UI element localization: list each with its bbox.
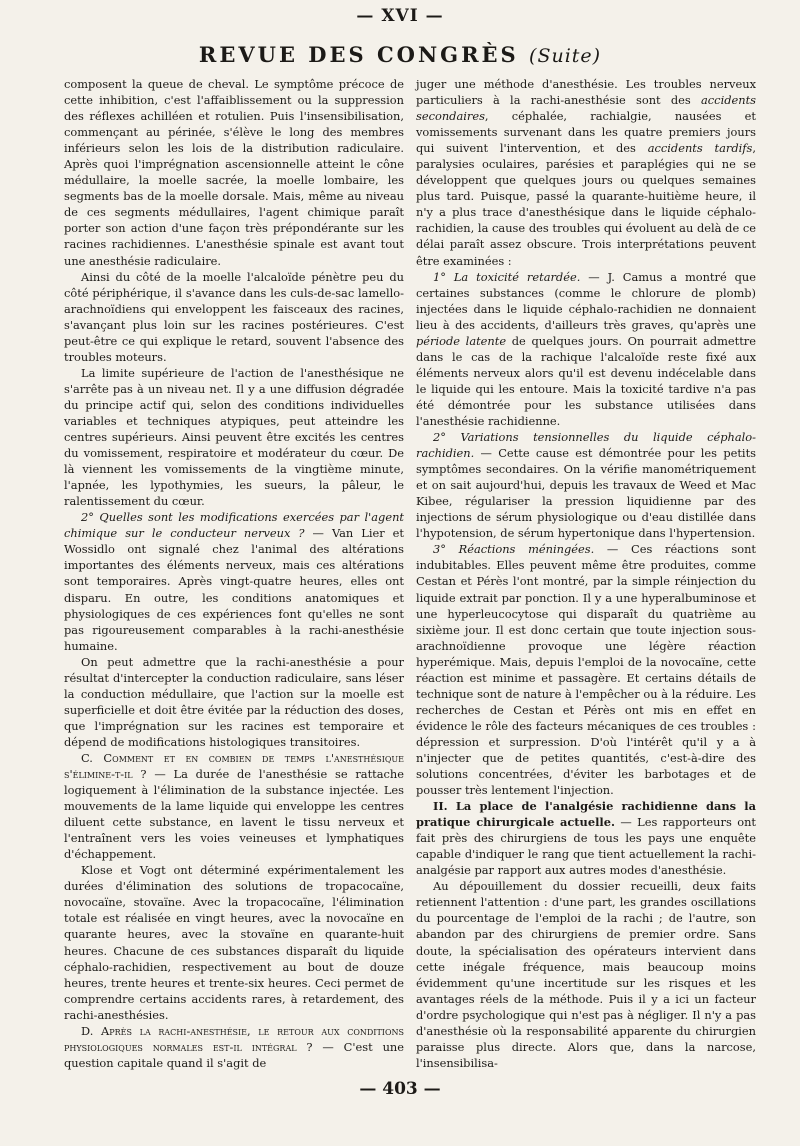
page-number: — 403 — — [359, 1079, 441, 1099]
paragraph — [416, 798, 756, 878]
text-run: — J. Camus a montré que certaines substances (comme le chlorure de plomb) injectées dans le liquide céphalo-rachidien ne donnaient lieu à des accidents, d'ailleurs très graves, qu'après une — [416, 269, 756, 332]
paragraph: Au dépouillement du dossier recueilli, deux faits retiennent l'attention : d'une part, les grandes oscillations du pourcentage de l'emploi de la rachi ; de l'autre, son abandon par des chirurgiens de premier ordre. Sans doute, la spécialisation des opérateurs intervient dans cette inégale fréquence, mais beaucoup moins évidemment qu'une incertitude sur les risques et les avantages réels de la méthode. Puis il y a ici un facteur d'ordre psychologique qui n'est pas à négliger. Il n'y a pas d'anesthésie où la responsabilité apparente du chirurgien paraisse plus directe. Alors que, dans la narcose, l'insensibilisa- — [416, 879, 756, 1070]
running-title: REVUE DES CONGRÈS — [198, 42, 519, 67]
paragraph — [64, 1023, 404, 1071]
running-suffix: (Suite) — [529, 45, 602, 67]
paragraph-body: — Van Lier et Wossidlo ont signalé chez l'animal des altérations importantes des éléments nerveux, mais ces altérations sont temporaires. Après vingt-quatre heures, elles ont disparu. En outre, les conditions anatomiques et physiologiques de ces expériences font qu'elles ne sont pas rigoureusement comparables à la rachi-anesthésie humaine. — [64, 526, 404, 653]
section-lead: 3° Réactions méningées. — [433, 542, 595, 557]
section-lead: 1° La toxicité retardée. — [433, 269, 581, 284]
paragraph: On peut admettre que la rachi-anesthésie a pour résultat d'intercepter la conduction radiculaire, sans léser la conduction médullaire, que l'action sur la moelle est superficielle et doit être évitée par la réduction des doses, que l'imprégnation sur les racines est temporaire et dépend de modifications histologiques transitoires. — [64, 654, 404, 749]
italic-term: accidents tardifs — [647, 141, 753, 156]
text-run: de quelques jours. On pourrait admettre dans le cas de la rachique l'alcaloïde reste fixé aux éléments nerveux alors qu'il est devenu indécelable dans le liquide qui les entoure. Mais la toxicité tardive n'a pas été démontrée pour les substance utilisées dans l'anesthésie rachidienne. — [416, 333, 756, 428]
text-run: , paralysies oculaires, parésies et paraplégies qui ne se développent que quelques jours ou quelques semaines plus tard. Puisque, passé la quarante-huitième heure, il n'y a plus trace d'anesthésique dans le liquide céphalo-rachidien, la cause des troubles qui évoluent au delà de ce délai paraît assez obscure. Trois interprétations peuvent être examinées : — [416, 141, 756, 268]
running-head — [0, 42, 800, 67]
section-heading: D. Après la rachi-anesthésie, le retour aux conditions physiologiques normales est-il intégral ? — [64, 1023, 404, 1054]
paragraph — [64, 750, 404, 862]
paragraph — [416, 541, 756, 798]
paragraph: La limite supérieure de l'action de l'anesthésique ne s'arrête pas à un niveau net. Il y a une diffusion dégradée du principe actif qui, selon des conditions individuelles variables et techniques atypiques, peut atteindre les centres supérieurs. Ainsi peuvent être excités les centres du vomissement, respiratoire et modérateur du cœur. De là viennent les vomissements de la vingtième minute, l'apnée, les lypothymies, les sueurs, la pâleur, le ralentissement du cœur. — [64, 365, 404, 509]
paragraph: composent la queue de cheval. Le symptôme précoce de cette inhibition, c'est l'affaiblissement ou la suppression des réflexes achilléen et rotulien. Puis l'insensibilisation, commençant au périnée, s'élève le long des membres inférieurs selon les lois de la distribution radiculaire. Après quoi l'imprégnation ascensionnelle atteint le cône médullaire, la moelle sacrée, la moelle lombaire, les segments bas de la moelle dorsale. Mais, même au niveau de ces segments médullaires, l'agent chimique paraît porter son action d'une façon très prépondérante sur les racines rachidiennes. L'anesthésie spinale est avant tout une anesthésie radiculaire. — [64, 77, 404, 268]
italic-term: période latente — [416, 333, 507, 348]
section-lead: 2° Quelles sont les modifications exercées par l'agent chimique sur le conducteur nerveux ? — [64, 510, 404, 541]
paragraph-body: — Ces réactions sont indubitables. Elles peuvent même être produites, comme Cestan et Pérès l'ont montré, par la simple réinjection du liquide extrait par ponction. Il y a une hyperalbuminose et une hyperleucocytose qui disparaît du quatrième au sixième jour. Il est donc certain que toute injection sous-arachnoïdienne provoque une légère réaction hyperémique. Mais, depuis l'emploi de la novocaïne, cette réaction est minime et passagère. Et certains détails de technique sont de nature à l'empêcher ou à la réduire. Les recherches de Cestan et Pérès ont mis en effet en évidence le rôle des facteurs mécaniques de ces troubles : dépression et surpression. D'où l'intérêt qu'il y a à n'injecter que de petites quantités, c'est-à-dire des solutions concentrées, d'éviter les barbotages et de pousser très lentement l'injection. — [416, 542, 756, 798]
paragraph — [416, 76, 756, 269]
paragraph — [416, 429, 756, 541]
italic-term: accidents secondaires — [416, 93, 756, 124]
paragraph-body: — Cette cause est démontrée pour les petits symptômes secondaires. On la vérifie manométriquement et on sait aujourd'hui, depuis les travaux de Weed et Mac Kibee, régulariser la pression liquidienne par des injections de sérum physiologique ou d'eau distillée dans l'hypotension, de sérum hypertonique dans l'hypertension. — [416, 446, 756, 541]
folio-roman: — XVI — — [356, 6, 444, 26]
right-column — [416, 76, 756, 1071]
paragraph: Klose et Vogt ont déterminé expérimentalement les durées d'élimination des solutions de tropacocaïne, novocaïne, stovaïne. Avec la tropacocaïne, l'élimination totale est réalisée en vingt heures, avec la novocaïne en quarante heures, avec la stovaïne en quarante-huit heures. Chacune de ces substances disparaît du liquide céphalo-rachidien, respectivement au bout de douze heures, trente heures et trente-six heures. Ceci permet de comprendre certains accidents rares, à retardement, des rachi-anesthésies. — [64, 863, 404, 1022]
paragraph: Ainsi du côté de la moelle l'alcaloïde pénètre peu du côté périphérique, il s'avance dans les culs-de-sac lamello-arachnoïdiens qui enveloppent les faisceaux des racines, s'avançant plus loin sur les racines postérieures. C'est peut-être ce qui explique le retard, souvent l'absence des troubles moteurs. — [64, 269, 404, 364]
left-column — [64, 76, 404, 1071]
paragraph-body: — C'est une question capitale quand il s'agit de — [64, 1039, 404, 1070]
section-heading: II. La place de l'analgésie rachidienne dans la pratique chirurgicale actuelle. — [416, 799, 756, 830]
paragraph — [64, 509, 404, 653]
paragraph — [416, 269, 756, 429]
paragraph-body: — Les rapporteurs ont fait près des chirurgiens de tous les pays une enquête capable d'indiquer le rang que tient actuellement la rachi-analgésie par rapport aux autres modes d'anesthésie. — [416, 815, 756, 878]
text-run: juger une méthode d'anesthésie. Les troubles nerveux particuliers à la rachi-anesthésie sont des — [416, 77, 756, 108]
section-lead: 2° Variations tensionnelles du liquide céphalo-rachidien. — [416, 430, 756, 461]
paragraph-body: — La durée de l'anesthésie se rattache logiquement à l'élimination de la substance injectée. Les mouvements de la lame liquide qui enveloppe les centres diluent cette substance, en lavent le tissu nerveux et l'entraînent vers les voies veineuses et lymphatiques d'échappement. — [64, 767, 404, 862]
section-heading: C. Comment et en combien de temps l'anesthésique s'élimine-t-il ? — [64, 750, 404, 782]
text-run: , céphalée, rachialgie, nausées et vomissements survenant dans les quatre premiers jours qui suivent l'intervention, et des — [416, 109, 756, 156]
